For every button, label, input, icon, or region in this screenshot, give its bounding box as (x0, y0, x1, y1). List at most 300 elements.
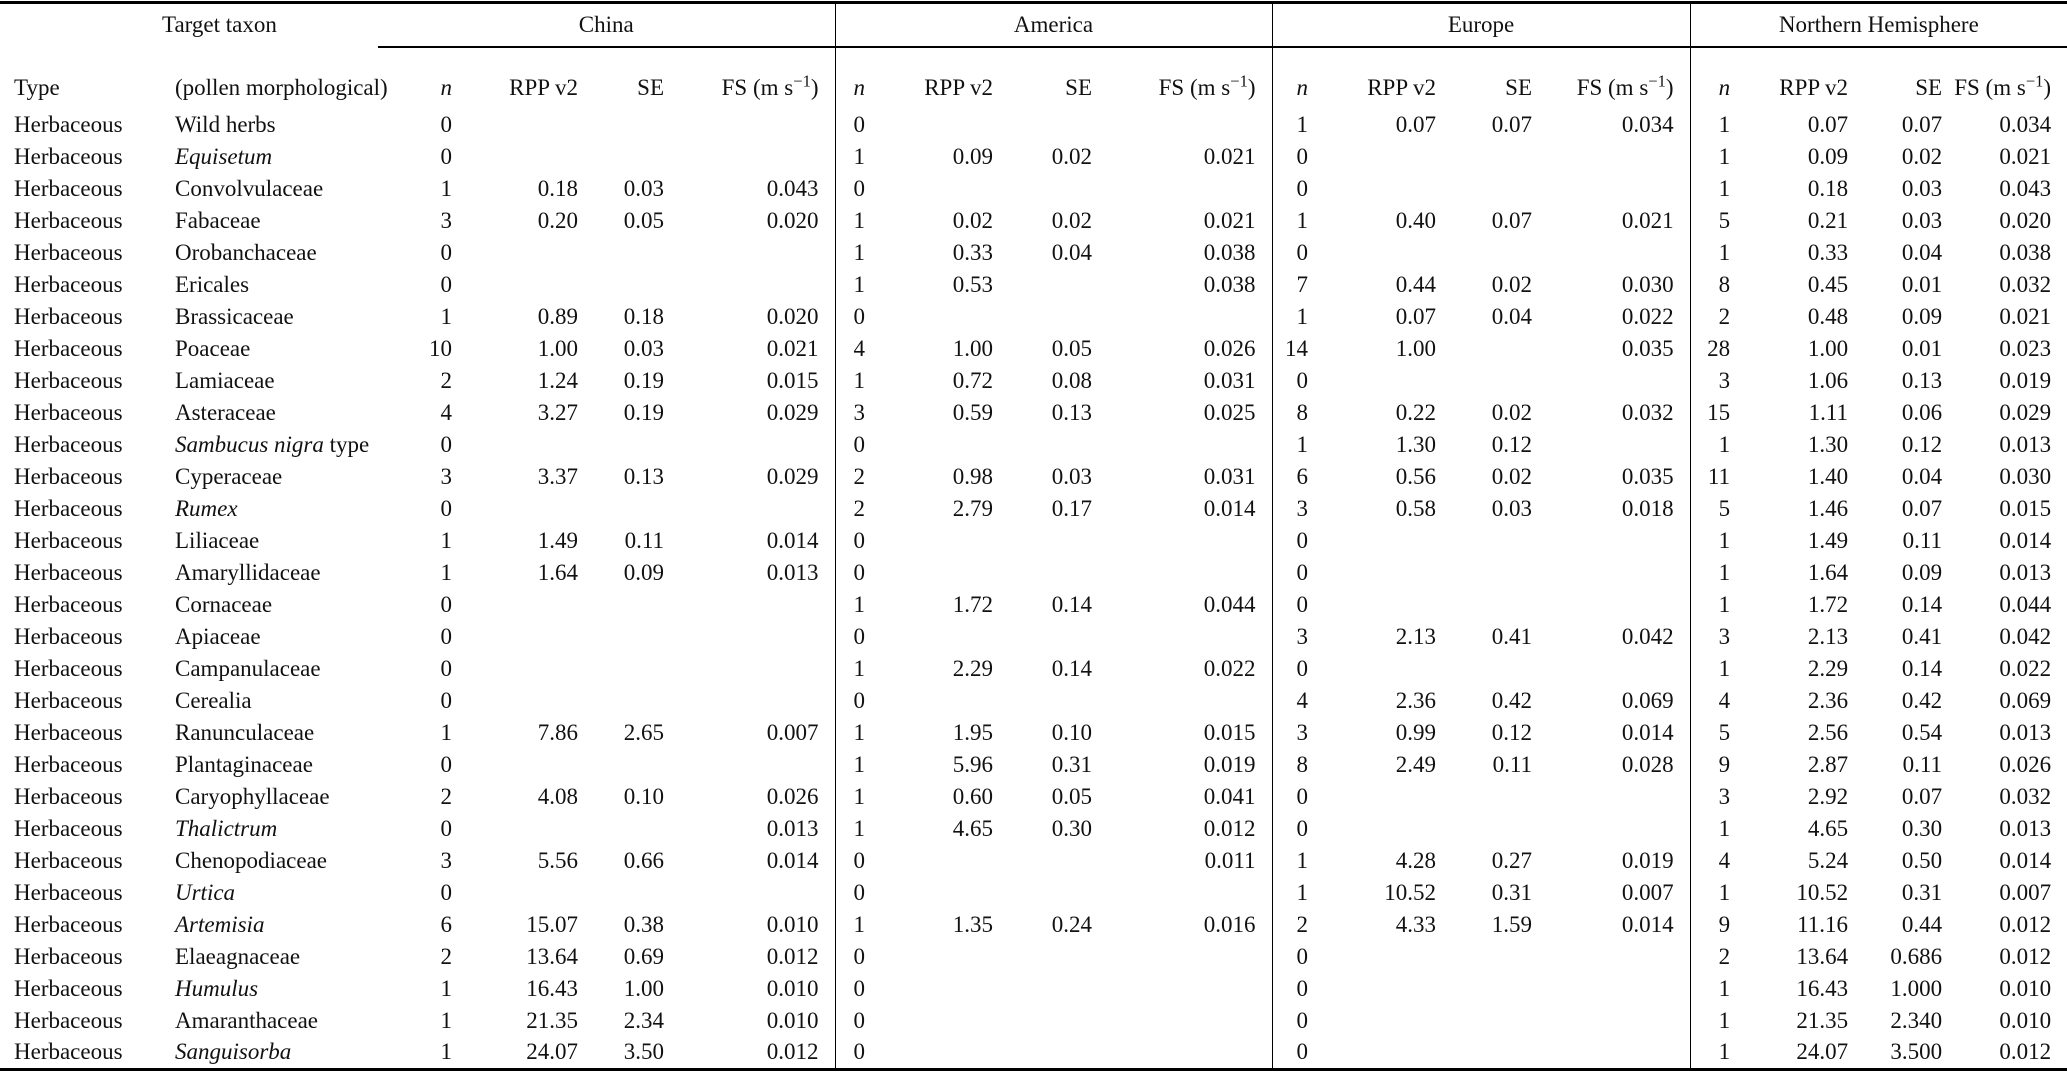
cell-taxon (162, 813, 378, 845)
cell-taxon (162, 877, 378, 909)
cell-nh-rpp: 0.07 (1807, 111, 1849, 137)
cell-china-fs: 0.010 (766, 1007, 819, 1033)
cell-china-se (590, 141, 672, 173)
cell-type: Herbaceous (14, 559, 123, 585)
cell-america-fs: 0.031 (1203, 463, 1256, 489)
cell-taxon: Sambucus nigra type (175, 431, 370, 457)
cell-europe-rpp (1318, 813, 1448, 845)
cell-america-fs (1100, 109, 1272, 141)
cell-nh-rpp: 2.87 (1807, 751, 1849, 777)
cell-europe-fs (1540, 813, 1690, 845)
cell-nh-se: 0.09 (1901, 559, 1943, 585)
cell-type: Herbaceous (14, 1039, 123, 1065)
cell-nh-rpp: 1.46 (1807, 495, 1849, 521)
cell-type: Herbaceous (14, 847, 123, 873)
cell-china-rpp (462, 653, 590, 685)
cell-europe-se: 0.02 (1491, 399, 1533, 425)
taxon-italic-name: Humulus (175, 975, 259, 1001)
cell-america-n: 1 (835, 589, 875, 621)
cell-china-se: 3.50 (623, 1039, 664, 1065)
cell-europe-rpp (1318, 173, 1448, 205)
table-row (0, 109, 2067, 141)
header-target-taxon: Target taxon (162, 12, 277, 38)
cell-china-se: 2.34 (623, 1007, 664, 1033)
cell-america-fs: 0.022 (1203, 655, 1256, 681)
column-header-row (0, 47, 2067, 109)
cell-europe-se (1448, 333, 1540, 365)
cell-nh-rpp: 0.33 (1807, 239, 1849, 265)
cell-china-se: 0.05 (623, 207, 664, 233)
cell-china-n: 0 (440, 687, 452, 713)
cell-america-fs: 0.026 (1203, 335, 1256, 361)
cell-america-n: 1 (835, 749, 875, 781)
cell-china-fs: 0.014 (766, 847, 819, 873)
cell-america-n: 1 (835, 653, 875, 685)
cell-america-se (1005, 685, 1100, 717)
cell-america-rpp: 5.96 (952, 751, 994, 777)
taxon-italic-name: Sambucus nigra (175, 431, 324, 457)
cell-china-rpp (462, 589, 590, 621)
cell-europe-rpp (1318, 973, 1448, 1005)
cell-nh-fs: 0.013 (1999, 815, 2052, 841)
cell-type: Herbaceous (14, 719, 123, 745)
cell-china-se (590, 653, 672, 685)
cell-europe-rpp: 2.49 (1395, 751, 1437, 777)
cell-europe-fs: 0.019 (1621, 847, 1674, 873)
cell-nh-n: 1 (1690, 1005, 1740, 1037)
cell-europe-rpp: 0.07 (1395, 303, 1437, 329)
cell-china-fs: 0.010 (766, 911, 819, 937)
cell-europe-fs: 0.030 (1621, 271, 1674, 297)
cell-nh-n: 5 (1690, 717, 1740, 749)
cell-america-se (1005, 301, 1100, 333)
cell-china-rpp (462, 141, 590, 173)
cell-europe-n: 0 (1272, 589, 1318, 621)
cell-china-n: 1 (440, 175, 452, 201)
cell-nh-rpp: 0.45 (1807, 271, 1849, 297)
cell-america-fs: 0.019 (1203, 751, 1256, 777)
table-row (0, 141, 2067, 173)
cell-america-n: 0 (835, 1037, 875, 1069)
cell-america-n: 2 (835, 493, 875, 525)
cell-europe-rpp: 4.33 (1395, 911, 1437, 937)
header-china-rpp: RPP v2 (509, 74, 578, 100)
cell-china-se: 0.18 (623, 303, 664, 329)
cell-taxon (162, 141, 378, 173)
cell-america-se: 0.02 (1051, 143, 1093, 169)
cell-type: Herbaceous (14, 399, 123, 425)
cell-china-fs: 0.012 (766, 943, 819, 969)
header-nh-fs: FS (m $s^{-1}$) (1954, 71, 2052, 100)
cell-nh-fs: 0.042 (1999, 623, 2052, 649)
cell-europe-fs: 0.014 (1621, 719, 1674, 745)
cell-america-rpp (875, 973, 1005, 1005)
cell-china-fs (672, 237, 835, 269)
cell-nh-fs: 0.013 (1999, 559, 2052, 585)
cell-europe-fs (1540, 1037, 1690, 1069)
cell-china-fs: 0.015 (766, 367, 819, 393)
cell-america-n: 0 (835, 877, 875, 909)
cell-china-n: 2 (440, 783, 452, 809)
cell-america-rpp (875, 941, 1005, 973)
header-america-rpp: RPP v2 (924, 74, 994, 100)
cell-europe-rpp: 0.40 (1395, 207, 1437, 233)
cell-europe-n: 0 (1272, 813, 1318, 845)
taxon-italic-name: Equisetum (175, 143, 273, 169)
cell-china-n: 1 (440, 527, 452, 553)
cell-china-fs: 0.026 (766, 783, 819, 809)
cell-america-fs (1100, 557, 1272, 589)
cell-europe-fs (1540, 781, 1690, 813)
cell-america-n: 0 (835, 845, 875, 877)
cell-europe-se (1448, 141, 1540, 173)
header-n-label: n (440, 74, 452, 100)
cell-europe-n: 0 (1272, 525, 1318, 557)
cell-nh-n: 1 (1690, 557, 1740, 589)
cell-china-rpp: 21.35 (526, 1007, 578, 1033)
cell-america-fs: 0.021 (1203, 143, 1256, 169)
cell-china-n: 1 (440, 1039, 452, 1065)
cell-america-rpp (875, 525, 1005, 557)
cell-america-se (1005, 1037, 1100, 1069)
cell-type: Herbaceous (14, 431, 123, 457)
cell-europe-n: 0 (1272, 973, 1318, 1005)
cell-china-rpp: 1.00 (537, 335, 578, 361)
cell-europe-rpp (1318, 237, 1448, 269)
cell-america-n: 0 (835, 973, 875, 1005)
cell-europe-rpp: 4.28 (1395, 847, 1437, 873)
cell-europe-rpp (1318, 141, 1448, 173)
cell-america-fs (1100, 621, 1272, 653)
cell-nh-se: 0.30 (1901, 815, 1943, 841)
cell-america-fs (1100, 1037, 1272, 1069)
cell-china-rpp: 4.08 (537, 783, 578, 809)
cell-europe-se (1448, 1005, 1540, 1037)
cell-nh-n: 8 (1690, 269, 1740, 301)
cell-taxon: Chenopodiaceae (175, 847, 327, 873)
cell-europe-fs (1540, 973, 1690, 1005)
cell-nh-n: 1 (1690, 1037, 1740, 1069)
cell-europe-se: 0.42 (1491, 687, 1533, 713)
cell-nh-rpp: 1.06 (1807, 367, 1849, 393)
cell-europe-se (1448, 973, 1540, 1005)
header-america-fs: FS (m $s^{-1}$) (1158, 71, 1256, 100)
cell-nh-fs: 0.022 (1999, 655, 2052, 681)
cell-europe-n: 0 (1272, 557, 1318, 589)
cell-nh-rpp: 10.52 (1796, 879, 1849, 905)
cell-china-rpp (462, 877, 590, 909)
cell-europe-se: 0.27 (1491, 847, 1533, 873)
taxon-italic-name: Thalictrum (175, 815, 278, 841)
cell-china-se (590, 877, 672, 909)
cell-america-se (1005, 621, 1100, 653)
cell-china-fs (672, 109, 835, 141)
cell-china-rpp: 0.89 (537, 303, 578, 329)
cell-america-fs (1100, 301, 1272, 333)
cell-nh-rpp: 0.18 (1807, 175, 1849, 201)
cell-europe-n: 1 (1272, 301, 1318, 333)
cell-america-rpp: 0.72 (952, 367, 994, 393)
cell-type: Herbaceous (14, 783, 123, 809)
cell-type: Herbaceous (14, 687, 123, 713)
cell-europe-fs (1540, 429, 1690, 461)
cell-america-fs (1100, 1005, 1272, 1037)
cell-china-rpp (462, 269, 590, 301)
cell-america-rpp: 0.09 (952, 143, 994, 169)
group-header-europe: Europe (1272, 3, 1690, 48)
cell-china-n: 3 (440, 463, 452, 489)
cell-china-fs: 0.013 (766, 559, 819, 585)
cell-nh-n: 1 (1690, 173, 1740, 205)
cell-europe-rpp (1318, 557, 1448, 589)
cell-china-n: 2 (440, 367, 452, 393)
cell-china-n: 0 (440, 495, 452, 521)
cell-america-n: 1 (835, 813, 875, 845)
cell-europe-fs (1540, 525, 1690, 557)
cell-europe-rpp (1318, 781, 1448, 813)
table-row (0, 909, 2067, 941)
cell-america-se: 0.13 (1051, 399, 1093, 425)
cell-type: Herbaceous (14, 623, 123, 649)
cell-america-n: 1 (835, 205, 875, 237)
cell-nh-n: 1 (1690, 589, 1740, 621)
cell-europe-se (1448, 365, 1540, 397)
cell-america-n: 0 (835, 557, 875, 589)
table-row (0, 845, 2067, 877)
cell-europe-fs: 0.034 (1621, 111, 1674, 137)
table-row (0, 813, 2067, 845)
cell-type: Herbaceous (14, 879, 123, 905)
cell-china-n: 0 (440, 271, 452, 297)
cell-america-rpp: 2.79 (952, 495, 994, 521)
cell-type: Herbaceous (14, 239, 123, 265)
cell-europe-se: 0.11 (1492, 751, 1533, 777)
cell-america-n: 4 (835, 333, 875, 365)
cell-europe-rpp: 0.07 (1395, 111, 1437, 137)
cell-nh-se: 3.500 (1890, 1039, 1943, 1065)
cell-taxon: Elaeagnaceae (175, 943, 301, 969)
cell-china-rpp (462, 429, 590, 461)
cell-nh-rpp: 13.64 (1796, 943, 1849, 969)
cell-nh-n: 4 (1690, 845, 1740, 877)
table-row (0, 717, 2067, 749)
cell-china-n: 0 (440, 143, 452, 169)
cell-europe-rpp: 0.56 (1395, 463, 1437, 489)
cell-taxon: Asteraceae (175, 399, 276, 425)
cell-europe-fs (1540, 365, 1690, 397)
cell-europe-n: 1 (1272, 205, 1318, 237)
cell-europe-rpp: 0.99 (1395, 719, 1437, 745)
cell-nh-fs: 0.043 (1999, 175, 2052, 201)
cell-nh-se: 0.12 (1901, 431, 1943, 457)
cell-taxon: Poaceae (175, 335, 251, 361)
cell-china-rpp: 0.18 (537, 175, 578, 201)
cell-america-n: 0 (835, 301, 875, 333)
cell-europe-n: 3 (1272, 717, 1318, 749)
cell-nh-se: 0.03 (1901, 175, 1943, 201)
table-row (0, 365, 2067, 397)
cell-nh-se: 1.000 (1890, 975, 1943, 1001)
cell-nh-n: 2 (1690, 301, 1740, 333)
cell-america-n: 0 (835, 429, 875, 461)
cell-type: Herbaceous (14, 591, 123, 617)
cell-china-se: 0.13 (623, 463, 664, 489)
cell-america-n: 0 (835, 621, 875, 653)
cell-america-n: 1 (835, 237, 875, 269)
cell-europe-fs: 0.032 (1621, 399, 1674, 425)
cell-taxon: Cerealia (175, 687, 252, 713)
cell-china-fs (672, 429, 835, 461)
cell-china-se: 0.10 (623, 783, 664, 809)
table-row (0, 653, 2067, 685)
cell-china-fs (672, 269, 835, 301)
cell-taxon (162, 1037, 378, 1069)
cell-taxon: Wild herbs (175, 111, 276, 137)
cell-china-fs (672, 877, 835, 909)
cell-taxon (162, 493, 378, 525)
cell-nh-se: 0.07 (1901, 111, 1943, 137)
cell-europe-se: 0.12 (1491, 719, 1533, 745)
cell-china-se: 0.03 (623, 175, 664, 201)
cell-type: Herbaceous (14, 911, 123, 937)
cell-nh-se: 0.54 (1901, 719, 1943, 745)
cell-taxon: Campanulaceae (175, 655, 321, 681)
cell-america-rpp (875, 685, 1005, 717)
cell-china-se: 0.19 (623, 367, 664, 393)
cell-china-rpp (462, 749, 590, 781)
cell-europe-fs: 0.022 (1621, 303, 1674, 329)
table-row (0, 973, 2067, 1005)
cell-china-rpp (462, 237, 590, 269)
cell-europe-rpp: 1.30 (1395, 431, 1437, 457)
cell-europe-n: 8 (1272, 397, 1318, 429)
cell-nh-se: 0.01 (1901, 271, 1943, 297)
cell-europe-rpp (1318, 1005, 1448, 1037)
cell-taxon: Amaranthaceae (175, 1007, 319, 1033)
cell-nh-n: 1 (1690, 429, 1740, 461)
cell-china-rpp (462, 109, 590, 141)
cell-type: Herbaceous (14, 175, 123, 201)
cell-nh-rpp: 5.24 (1807, 847, 1849, 873)
cell-nh-fs: 0.012 (1999, 911, 2052, 937)
cell-taxon: Orobanchaceae (175, 239, 317, 265)
cell-nh-rpp: 4.65 (1807, 815, 1849, 841)
cell-taxon: Plantaginaceae (175, 751, 313, 777)
cell-nh-n: 1 (1690, 237, 1740, 269)
cell-china-n: 1 (440, 975, 452, 1001)
cell-europe-se (1448, 237, 1540, 269)
cell-china-fs (672, 493, 835, 525)
cell-america-fs: 0.044 (1203, 591, 1256, 617)
cell-nh-n: 3 (1690, 621, 1740, 653)
cell-china-fs: 0.029 (766, 463, 819, 489)
cell-europe-rpp (1318, 365, 1448, 397)
cell-nh-se: 0.11 (1902, 527, 1943, 553)
cell-nh-fs: 0.012 (1999, 943, 2052, 969)
cell-china-n: 0 (440, 751, 452, 777)
cell-america-se: 0.24 (1051, 911, 1093, 937)
cell-europe-fs (1540, 653, 1690, 685)
cell-nh-rpp: 1.72 (1807, 591, 1849, 617)
cell-europe-n: 1 (1272, 429, 1318, 461)
cell-europe-se: 0.07 (1491, 111, 1533, 137)
cell-america-se (1005, 173, 1100, 205)
cell-europe-rpp: 2.36 (1395, 687, 1437, 713)
cell-europe-se: 0.02 (1491, 463, 1533, 489)
cell-china-rpp (462, 685, 590, 717)
cell-china-n: 3 (440, 847, 452, 873)
cell-nh-fs: 0.034 (1999, 111, 2052, 137)
cell-nh-rpp: 0.21 (1807, 207, 1849, 233)
cell-america-se: 0.04 (1051, 239, 1093, 265)
header-nh-rpp: RPP v2 (1779, 74, 1849, 100)
cell-nh-se: 0.13 (1901, 367, 1943, 393)
cell-china-fs (672, 621, 835, 653)
table-row (0, 493, 2067, 525)
table-row (0, 621, 2067, 653)
cell-america-se (1005, 877, 1100, 909)
header-nh-n (1690, 47, 1740, 109)
cell-nh-fs: 0.069 (1999, 687, 2052, 713)
cell-america-fs: 0.041 (1203, 783, 1256, 809)
cell-type: Herbaceous (14, 655, 123, 681)
cell-nh-n: 11 (1690, 461, 1740, 493)
cell-china-n: 1 (440, 559, 452, 585)
cell-europe-se (1448, 173, 1540, 205)
cell-america-n: 0 (835, 941, 875, 973)
cell-nh-fs: 0.019 (1999, 367, 2052, 393)
cell-america-fs: 0.014 (1203, 495, 1256, 521)
cell-america-n: 0 (835, 525, 875, 557)
cell-china-se (590, 493, 672, 525)
cell-europe-rpp: 10.52 (1384, 879, 1437, 905)
cell-nh-rpp: 1.40 (1807, 463, 1849, 489)
cell-europe-se (1448, 813, 1540, 845)
group-header-china: China (378, 3, 835, 48)
cell-america-rpp: 0.59 (952, 399, 994, 425)
taxon-italic-name: Sanguisorba (175, 1039, 292, 1065)
cell-nh-se: 0.11 (1902, 751, 1943, 777)
cell-china-fs: 0.020 (766, 303, 819, 329)
cell-europe-rpp (1318, 525, 1448, 557)
cell-nh-n: 1 (1690, 141, 1740, 173)
cell-america-se (1005, 557, 1100, 589)
cell-china-se: 0.11 (624, 527, 664, 553)
header-europe-se: SE (1505, 74, 1533, 100)
cell-nh-se: 0.31 (1901, 879, 1943, 905)
cell-europe-fs: 0.014 (1621, 911, 1674, 937)
cell-nh-fs: 0.030 (1999, 463, 2052, 489)
cell-china-rpp: 1.64 (537, 559, 578, 585)
cell-europe-se (1448, 941, 1540, 973)
cell-nh-se: 0.04 (1901, 239, 1943, 265)
cell-china-rpp: 7.86 (537, 719, 578, 745)
cell-type: Herbaceous (14, 527, 123, 553)
cell-type: Herbaceous (14, 463, 123, 489)
cell-europe-n: 0 (1272, 1005, 1318, 1037)
table-row (0, 237, 2067, 269)
cell-america-rpp (875, 557, 1005, 589)
cell-china-se: 0.09 (623, 559, 664, 585)
cell-america-rpp (875, 621, 1005, 653)
table-row (0, 557, 2067, 589)
cell-type: Herbaceous (14, 367, 123, 393)
cell-taxon: Caryophyllaceae (175, 783, 330, 809)
cell-europe-se (1448, 557, 1540, 589)
cell-china-se (590, 685, 672, 717)
header-europe-fs: FS (m $s^{-1}$) (1576, 71, 1674, 100)
table-row (0, 205, 2067, 237)
